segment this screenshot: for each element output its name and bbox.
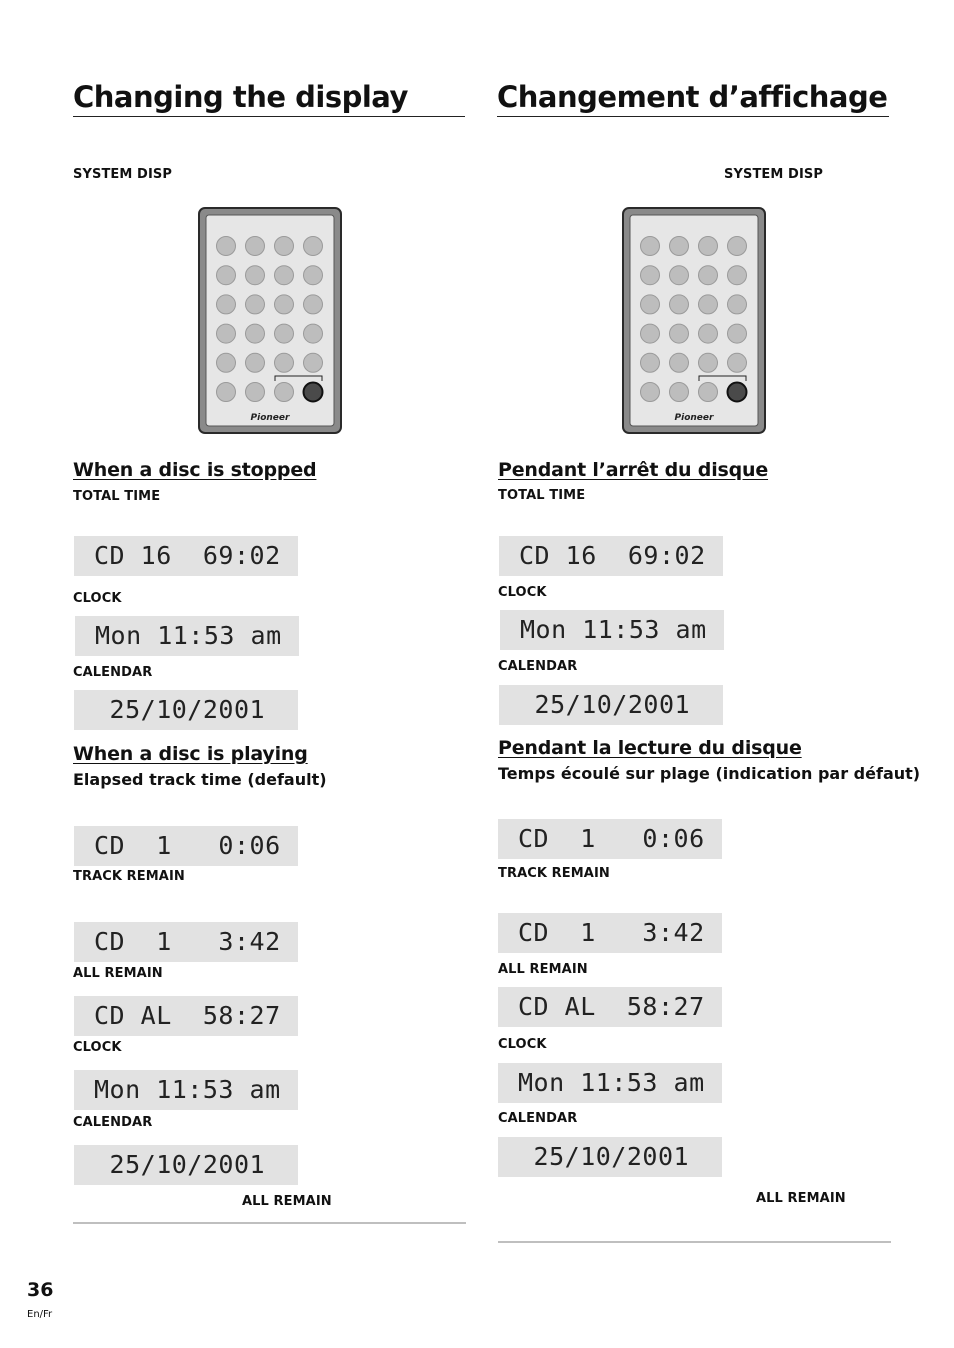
page-number: 36 (27, 1279, 54, 1301)
lcd-display: CD 16 69:02 (499, 536, 723, 576)
remote-button-icon (670, 353, 689, 372)
remote-button-icon (275, 383, 294, 402)
all-remain-label-fr: ALL REMAIN (498, 962, 588, 977)
track-remain-label-fr: TRACK REMAIN (498, 866, 610, 881)
lcd-display: CD AL 58:27 (498, 987, 722, 1027)
all-remain-label-en: ALL REMAIN (73, 966, 163, 981)
section-heading-playing-en: When a disc is playing (73, 743, 308, 765)
remote-control-illustration-fr (622, 207, 766, 434)
remote-button-icon (641, 237, 660, 256)
calendar-label-playing-fr: CALENDAR (498, 1111, 578, 1126)
section-heading-stopped-fr: Pendant l’arrêt du disque (498, 459, 769, 481)
remote-button-icon (217, 383, 236, 402)
remote-button-icon (699, 237, 718, 256)
remote-button-icon (246, 383, 265, 402)
language-code: En/Fr (27, 1309, 53, 1320)
remote-button-icon (728, 237, 747, 256)
calendar-label-fr: CALENDAR (498, 659, 578, 674)
remote-button-icon (246, 324, 265, 343)
section-divider-fr (498, 1241, 891, 1243)
lcd-display: 25/10/2001 (74, 1145, 298, 1185)
system-disp-label-en: SYSTEM DISP (73, 167, 172, 182)
lcd-display: CD AL 58:27 (74, 996, 298, 1036)
remote-button-icon (699, 266, 718, 285)
remote-button-icon (641, 353, 660, 372)
section-divider-en (73, 1222, 466, 1224)
remote-button-icon (246, 237, 265, 256)
remote-button-icon (699, 324, 718, 343)
pioneer-logo: Pioneer (674, 413, 714, 423)
clock-label-playing-en: CLOCK (73, 1040, 122, 1055)
remote-button-icon (728, 295, 747, 314)
lcd-display: CD 1 0:06 (74, 826, 298, 866)
remote-button-icon (670, 237, 689, 256)
lcd-display: 25/10/2001 (498, 1137, 722, 1177)
remote-button-icon (670, 295, 689, 314)
remote-button-icon (699, 295, 718, 314)
section-heading-stopped-en: When a disc is stopped (73, 459, 317, 481)
remote-button-icon (304, 353, 323, 372)
total-time-label-en: TOTAL TIME (73, 489, 161, 504)
pioneer-logo: Pioneer (250, 413, 290, 423)
remote-button-icon (304, 324, 323, 343)
elapsed-default-label-en: Elapsed track time (default) (73, 770, 327, 789)
remote-button-icon (304, 295, 323, 314)
remote-button-icon (641, 266, 660, 285)
lcd-display: 25/10/2001 (499, 685, 723, 725)
remote-button-icon (728, 353, 747, 372)
remote-button-icon (217, 237, 236, 256)
page-title-en: Changing the display (73, 80, 465, 117)
calendar-label-en: CALENDAR (73, 665, 153, 680)
remote-button-icon (217, 324, 236, 343)
remote-button-icon (699, 353, 718, 372)
elapsed-default-label-fr: Temps écoulé sur plage (indication par défaut) (498, 764, 921, 783)
remote-button-icon (670, 324, 689, 343)
remote-button-icon (641, 295, 660, 314)
lcd-display: 25/10/2001 (74, 690, 298, 730)
remote-button-icon (275, 353, 294, 372)
remote-button-icon (304, 266, 323, 285)
remote-button-icon (275, 266, 294, 285)
lcd-display: CD 1 0:06 (498, 819, 722, 859)
clock-label-fr: CLOCK (498, 585, 547, 600)
remote-button-icon (275, 237, 294, 256)
remote-button-icon (275, 324, 294, 343)
remote-button-icon (728, 324, 747, 343)
remote-button-icon (246, 295, 265, 314)
remote-control-illustration-en (198, 207, 342, 434)
clock-label-en: CLOCK (73, 591, 122, 606)
remote-button-icon (641, 324, 660, 343)
system-disp-button-icon (304, 383, 323, 402)
remote-button-icon (304, 237, 323, 256)
total-time-label-fr: TOTAL TIME (498, 488, 586, 503)
remote-button-icon (217, 266, 236, 285)
remote-button-icon (246, 266, 265, 285)
lcd-display: Mon 11:53 am (500, 610, 724, 650)
remote-button-icon (670, 383, 689, 402)
clock-label-playing-fr: CLOCK (498, 1037, 547, 1052)
remote-button-icon (217, 353, 236, 372)
calendar-label-playing-en: CALENDAR (73, 1115, 153, 1130)
system-disp-button-icon (728, 383, 747, 402)
section-heading-playing-fr: Pendant la lecture du disque (498, 737, 802, 759)
lcd-display: Mon 11:53 am (74, 1070, 298, 1110)
system-disp-label-fr: SYSTEM DISP (724, 167, 823, 182)
remote-button-icon (699, 383, 718, 402)
remote-button-icon (670, 266, 689, 285)
page-title-fr: Changement d’affichage (497, 80, 889, 117)
lcd-display: Mon 11:53 am (498, 1063, 722, 1103)
lcd-display: CD 1 3:42 (498, 913, 722, 953)
remote-button-icon (728, 266, 747, 285)
remote-button-icon (246, 353, 265, 372)
lcd-display: CD 1 3:42 (74, 922, 298, 962)
all-remain-loop-label-fr: ALL REMAIN (756, 1191, 846, 1206)
lcd-display: CD 16 69:02 (74, 536, 298, 576)
all-remain-loop-label-en: ALL REMAIN (242, 1194, 332, 1209)
remote-button-icon (275, 295, 294, 314)
lcd-display: Mon 11:53 am (75, 616, 299, 656)
remote-button-icon (217, 295, 236, 314)
track-remain-label-en: TRACK REMAIN (73, 869, 185, 884)
remote-button-icon (641, 383, 660, 402)
